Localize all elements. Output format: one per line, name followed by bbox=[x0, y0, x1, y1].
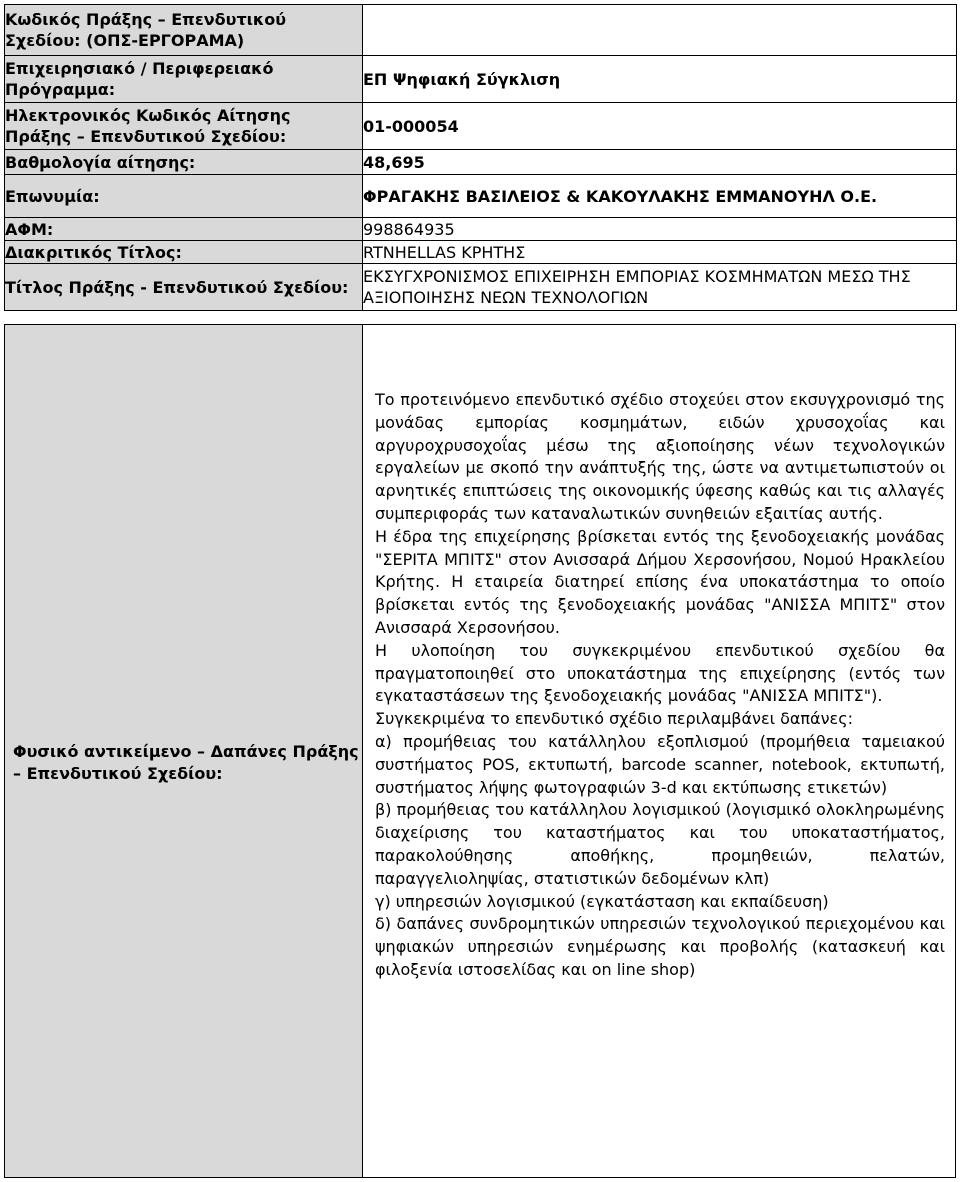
project-info-table bbox=[4, 4, 957, 311]
row-program bbox=[5, 56, 957, 103]
row-afm bbox=[5, 218, 957, 241]
electronic-code-label: Ηλεκτρονικός Κωδικός Αίτησης Πράξης – Επενδυτικού Σχεδίου: bbox=[5, 103, 363, 150]
program-value: ΕΠ Ψηφιακή Σύγκλιση bbox=[363, 56, 957, 103]
row-electronic-code bbox=[5, 103, 957, 150]
score-label: Βαθμολογία αίτησης: bbox=[5, 150, 363, 175]
project-code-label: Κωδικός Πράξης – Επενδυτικού Σχεδίου: (ΟΠΣ-ΕΡΓΟΡΑΜΑ) bbox=[5, 5, 363, 56]
description-body bbox=[363, 325, 955, 1177]
description-paragraph: Η έδρα της επιχείρησης βρίσκεται εντός της ξενοδοχειακής μονάδας "ΣΕΡΙΤΑ ΜΠΙΤΣ" στον Ανισσαρά Δήμου Χερσονήσου, Νομού Ηρακλείου Κρήτης. Η εταιρεία διατηρεί επίσης ένα υποκατάστημα το οποίο βρίσκεται εντός της ξενοδοχειακής μονάδας "ΑΝΙΣΣΑ ΜΠΙΤΣ" στον Ανισσαρά Χερσονήσου. bbox=[375, 526, 945, 637]
project-code-value bbox=[363, 5, 957, 56]
company-name-label: Επωνυμία: bbox=[5, 175, 363, 218]
row-company-name bbox=[5, 175, 957, 218]
description-paragraph: δ) δαπάνες συνδρομητικών υπηρεσιών τεχνολογικού περιεχομένου και ψηφιακών υπηρεσιών ενημέρωσης και προβολής (κατασκευή και φιλοξενία ιστοσελίδας και on line shop) bbox=[375, 914, 945, 979]
electronic-code-value: 01-000054 bbox=[363, 103, 957, 150]
description-paragraph: Συγκεκριμένα το επενδυτικό σχέδιο περιλαμβάνει δαπάνες: bbox=[375, 709, 853, 729]
row-distinctive-title bbox=[5, 241, 957, 264]
description-paragraph: β) προμήθειας του κατάλληλου λογισμικού (λογισμικό ολοκληρωμένης διαχείρισης του καταστήματος και του υποκαταστήματος, παρακολούθησης αποθήκης, προμηθειών, πελατών, παραγγελιοληψίας, στατιστικών δεδομένων κλπ) bbox=[375, 800, 945, 888]
row-project-title bbox=[5, 264, 957, 311]
afm-label: ΑΦΜ: bbox=[5, 218, 363, 241]
description-label: Φυσικό αντικείμενο – Δαπάνες Πράξης – Επενδυτικού Σχεδίου: bbox=[5, 325, 363, 1177]
description-paragraph: α) προμήθειας του κατάλληλου εξοπλισμού (προμήθεια ταμειακού συστήματος POS, εκτυπωτή, barcode scanner, notebook, εκτυπωτή, συστήματος λήψης φωτογραφιών 3-d και εκτύπωσης ετικετών) bbox=[375, 731, 945, 797]
row-project-code bbox=[5, 5, 957, 56]
description-paragraph: γ) υπηρεσιών λογισμικού (εγκατάσταση και εκπαίδευση) bbox=[375, 891, 829, 911]
company-name-value: ΦΡΑΓΑΚΗΣ ΒΑΣΙΛΕΙΟΣ & ΚΑΚΟΥΛΑΚΗΣ ΕΜΜΑΝΟΥΗΛ Ο.Ε. bbox=[363, 175, 957, 218]
score-value: 48,695 bbox=[363, 150, 957, 175]
program-label: Επιχειρησιακό / Περιφερειακό Πρόγραμμα: bbox=[5, 56, 363, 103]
description-paragraph: Η υλοποίηση του συγκεκριμένου επενδυτικού σχεδίου θα πραγματοποιηθεί στο υποκατάστημα της επιχείρησης (εντός των εγκαταστάσεων της ξενοδοχειακής μονάδας "ΑΝΙΣΣΑ ΜΠΙΤΣ"). bbox=[375, 640, 945, 706]
project-title-label: Τίτλος Πράξης - Επενδυτικού Σχεδίου: bbox=[5, 264, 363, 311]
distinctive-title-label: Διακριτικός Τίτλος: bbox=[5, 241, 363, 264]
description-paragraph: Το προτεινόμενο επενδυτικό σχέδιο στοχεύει στον εκσυγχρονισμό της μονάδας εμπορίας κοσμημάτων, ειδών χρυσοχοΐας και αργυροχρυσοχοΐας μέσω της αξιοποίησης νέων τεχνολογικών εργαλείων με σκοπό την ανάπτυξής της, ώστε να αντιμετωπιστούν οι αρνητικές επιπτώσεις της οικονομικής ύφεσης καθώς και τις αλλαγές συμπεριφοράς των καταναλωτικών συνηθειών εξαιτίας αυτής. bbox=[375, 390, 945, 523]
document-page bbox=[4, 4, 956, 1178]
description-section bbox=[4, 324, 956, 1178]
row-score bbox=[5, 150, 957, 175]
distinctive-title-value: RTNHELLAS ΚΡΗΤΗΣ bbox=[363, 241, 957, 264]
afm-value: 998864935 bbox=[363, 218, 957, 241]
project-title-value: ΕΚΣΥΓΧΡΟΝΙΣΜΟΣ ΕΠΙΧΕΙΡΗΣΗ ΕΜΠΟΡΙΑΣ ΚΟΣΜΗΜΑΤΩΝ ΜΕΣΩ ΤΗΣ ΑΞΙΟΠΟΙΗΣΗΣ ΝΕΩΝ ΤΕΧΝΟΛΟΓΙΩΝ bbox=[363, 264, 957, 311]
